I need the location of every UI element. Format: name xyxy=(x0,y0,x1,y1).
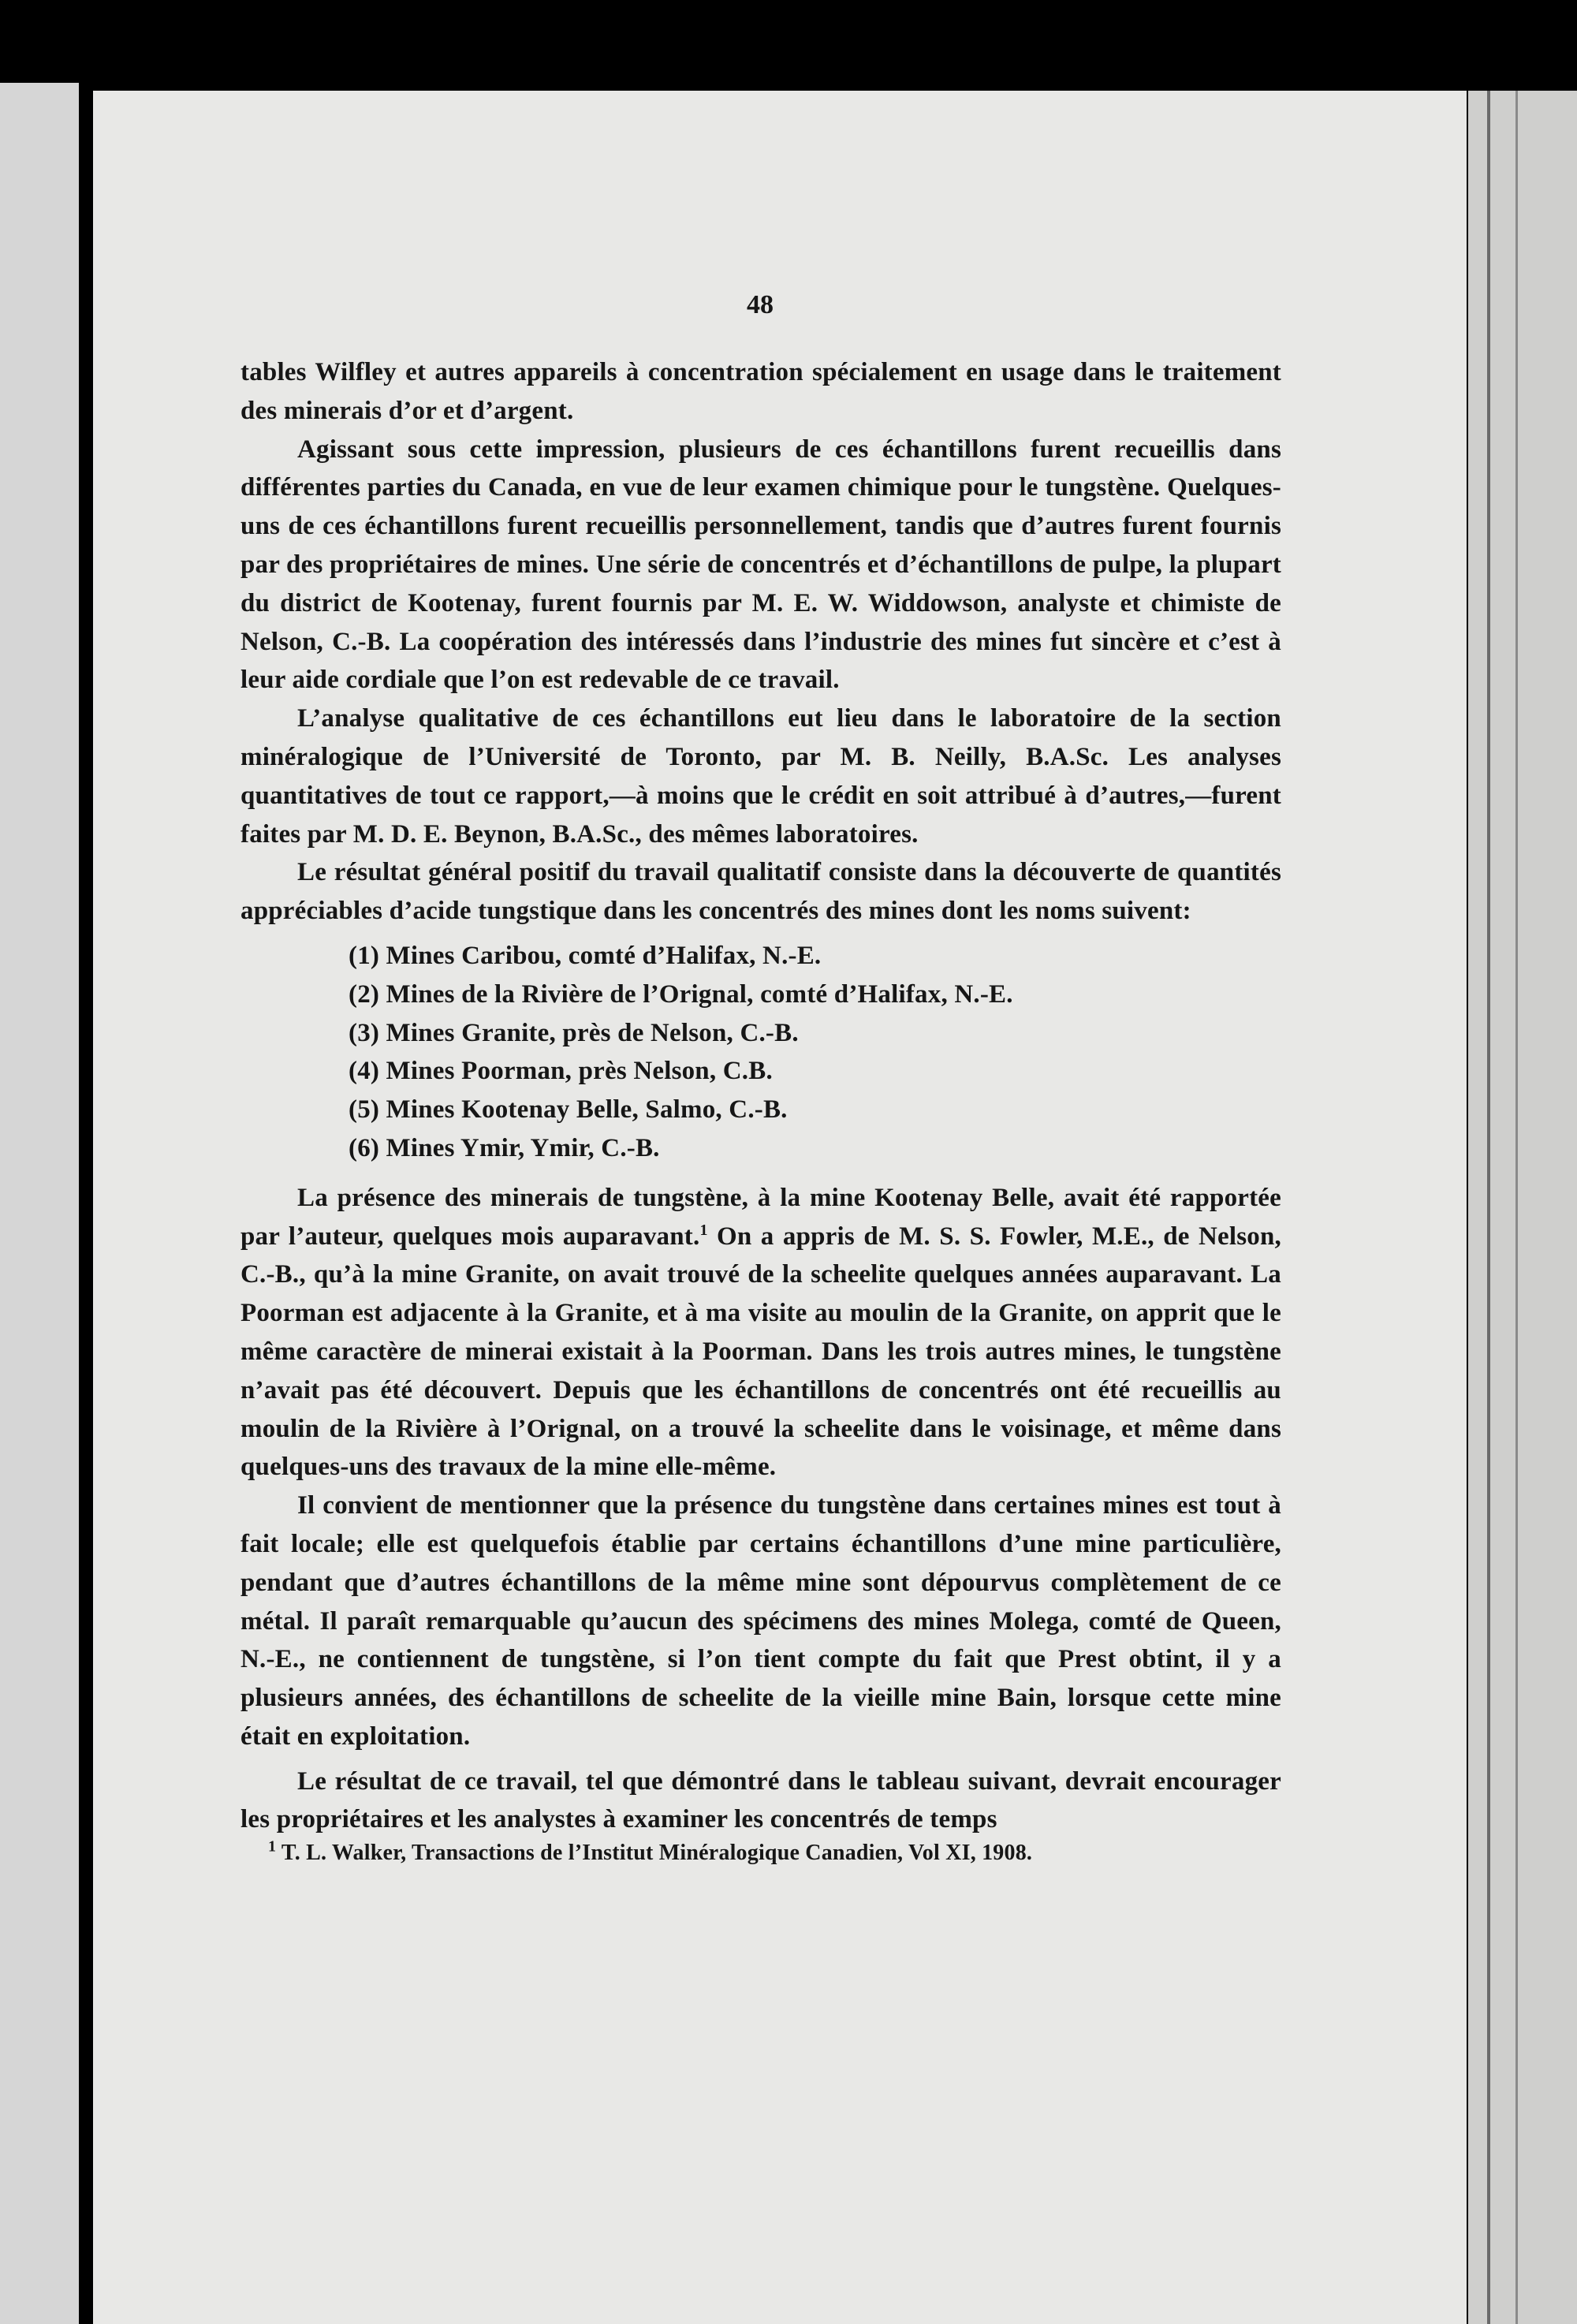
list-item: (6) Mines Ymir, Ymir, C.-B. xyxy=(349,1133,660,1162)
mines-list xyxy=(240,937,1281,1168)
paragraph xyxy=(240,1179,1281,1487)
paragraph: Le résultat de ce travail, tel que démontré dans le tableau suivant, devrait encourager les propriétaires et les analystes à examiner les concentrés de temps xyxy=(240,1766,1281,1834)
footnote-text: T. L. Walker, Transactions de l’Institut Minéralogique Canadien, Vol XI, 1908. xyxy=(276,1841,1033,1866)
paragraph: tables Wilfley et autres appareils à concentration spécialement en usage dans le traitement des minerais d’or et d’argent. xyxy=(240,358,1281,425)
previous-page-edge xyxy=(0,83,79,2324)
paragraph: L’analyse qualitative de ces échantillons eut lieu dans le laboratoire de la section minéralogique de l’Université de Toronto, par M. B. Neilly, B.A.Sc. Les analyses quantitatives de tout ce rapport,—à moins que le crédit en soit attribué à d’autres,—furent faites par M. D. E. Beynon, B.A.Sc., des mêmes laboratoires. xyxy=(240,704,1281,849)
paragraph-text: La présence des minerais de tungstène, à la mine Kootenay Belle, avait été rapportée par l’auteur, quelques mois auparavant. xyxy=(240,1183,1281,1251)
edge-line xyxy=(1515,91,1518,2324)
footnote-reference: 1 xyxy=(699,1221,708,1239)
page-right-edge xyxy=(1468,91,1577,2324)
page-number: 48 xyxy=(747,290,774,319)
paragraph-text: On a appris de M. S. S. Fowler, M.E., de Nelson, C.-B., qu’à la mine Granite, on avait trouvé de la scheelite quelques années auparavant. La Poorman est adjacente à la Granite, et à ma visite au moulin de la Granite, on apprit que le même caractère de minerai existait à la Poorman. Dans les trois autres mines, le tungstène n’avait pas été découvert. Depuis que les échantillons de concentrés ont été recueillis au moulin de la Rivière à l’Orignal, on a trouvé la scheelite dans le voisinage, et même dans quelques-uns des travaux de la mine elle-même. xyxy=(240,1222,1282,1482)
paragraph: Agissant sous cette impression, plusieurs de ces échantillons furent recueillis dans différentes parties du Canada, en vue de leur examen chimique pour le tungstène. Quelques-uns de ces échantillons furent recueillis personnellement, tandis que d’autres furent fournis par des propriétaires de mines. Une série de concentrés et d’échantillons de pulpe, la plupart du district de Kootenay, furent fournis par M. E. W. Widdowson, analyste et chimiste de Nelson, C.-B. La coopération des intéressés dans l’industrie des mines fut sincère et c’est à leur aide cordiale que l’on est redevable de ce travail. xyxy=(240,435,1281,695)
list-item: (2) Mines de la Rivière de l’Orignal, comté d’Halifax, N.-E. xyxy=(349,979,1013,1009)
footnote-marker: 1 xyxy=(268,1837,277,1856)
paragraph: Il convient de mentionner que la présence du tungstène dans certaines mines est tout à fait locale; elle est quelquefois établie par certains échantillons d’une mine particulière, pendant que d’autres échantillons de la même mine sont dépourvus complètement de ce métal. Il paraît remarquable qu’aucun des spécimens des mines Molega, comté de Queen, N.-E., ne contiennent de tungstène, si l’on tient compte du fait que Prest obtint, il y a plusieurs années, des échantillons de scheelite de la vieille mine Bain, lorsque cette mine était en exploitation. xyxy=(240,1491,1281,1751)
paragraph: Le résultat général positif du travail qualitatif consiste dans la découverte de quantités appréciables d’acide tungstique dans les concentrés des mines dont les noms suivent: xyxy=(240,858,1281,926)
edge-line xyxy=(1487,91,1490,2324)
list-item: (1) Mines Caribou, comté d’Halifax, N.-E. xyxy=(349,941,822,970)
list-item: (3) Mines Granite, près de Nelson, C.-B. xyxy=(349,1018,799,1047)
list-item: (5) Mines Kootenay Belle, Salmo, C.-B. xyxy=(349,1095,788,1125)
list-item: (4) Mines Poorman, près Nelson, C.B. xyxy=(349,1057,773,1086)
footnote xyxy=(240,1839,1281,1867)
page-body xyxy=(240,353,1281,1867)
